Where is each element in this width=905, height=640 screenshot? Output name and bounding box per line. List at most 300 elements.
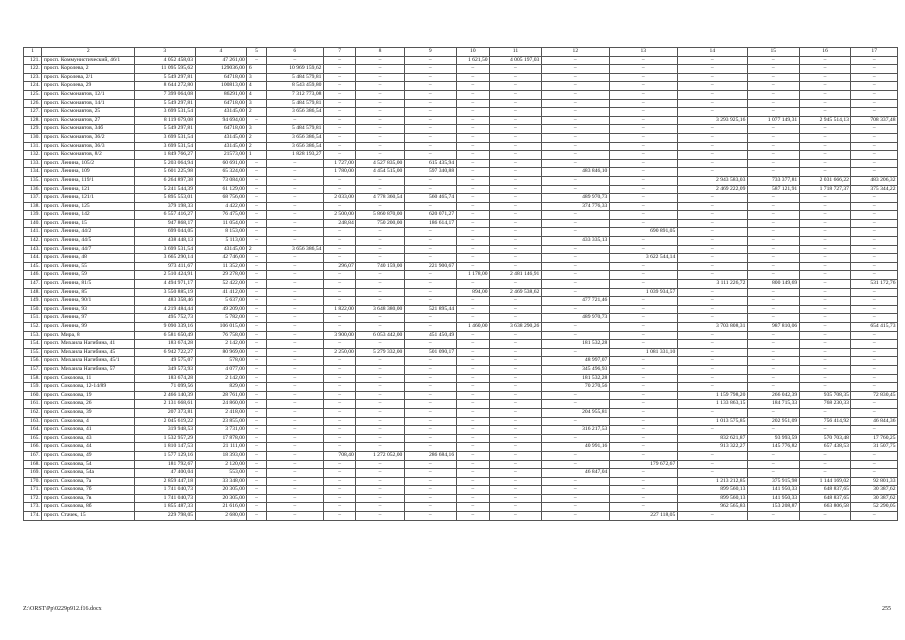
value-cell: – [247, 348, 266, 357]
row-number-cell: 126. [24, 99, 42, 108]
row-number-cell: 151. [24, 314, 42, 323]
value-cell: – [247, 159, 266, 168]
value-cell: 4 [247, 90, 266, 99]
value-cell: – [404, 280, 456, 289]
address-cell: просп. Ленина, 90/1 [42, 297, 135, 306]
value-cell: – [677, 426, 747, 435]
address-cell: просп. Ленина, 55 [42, 262, 135, 271]
value-cell: – [456, 176, 489, 185]
value-cell: – [247, 262, 266, 271]
value-cell: – [456, 400, 489, 409]
value-cell: – [247, 202, 266, 211]
value-cell: – [851, 237, 898, 246]
value-cell: – [266, 391, 323, 400]
value-cell: – [266, 365, 323, 374]
value-cell: – [747, 348, 799, 357]
value-cell: – [490, 512, 542, 521]
value-cell: – [247, 176, 266, 185]
value-cell: – [851, 159, 898, 168]
value-cell: 1 [247, 151, 266, 160]
address-cell: просп. Соколова, 19 [42, 391, 135, 400]
table-row [24, 142, 898, 151]
value-cell: – [323, 185, 355, 194]
value-cell: 1 532 957,29 [135, 434, 195, 443]
value-cell: – [541, 159, 609, 168]
value-cell: – [247, 365, 266, 374]
column-number-header: 5 [247, 48, 266, 57]
value-cell: – [541, 211, 609, 220]
value-cell: 9 090 339,16 [135, 323, 195, 332]
value-cell: – [247, 400, 266, 409]
value-cell: – [456, 348, 489, 357]
row-number-cell: 166. [24, 443, 42, 452]
value-cell: – [490, 82, 542, 91]
value-cell: – [677, 245, 747, 254]
value-cell: – [456, 331, 489, 340]
table-row [24, 271, 898, 280]
value-cell: – [799, 151, 851, 160]
value-cell: 5 549 297,81 [135, 73, 195, 82]
value-cell: – [323, 323, 355, 332]
value-cell: 153 208,87 [747, 503, 799, 512]
value-cell: – [677, 340, 747, 349]
column-number-header: 11 [490, 48, 542, 57]
value-cell: 708 337,48 [851, 116, 898, 125]
value-cell: – [747, 56, 799, 65]
value-cell: – [323, 280, 355, 289]
value-cell: – [323, 116, 355, 125]
value-cell: – [851, 365, 898, 374]
value-cell: – [490, 426, 542, 435]
value-cell: 913 322,27 [677, 443, 747, 452]
row-number-cell: 146. [24, 271, 42, 280]
value-cell: – [456, 194, 489, 203]
table-row [24, 340, 898, 349]
value-cell: – [490, 477, 542, 486]
column-number-header: 14 [677, 48, 747, 57]
value-cell: – [747, 82, 799, 91]
value-cell: – [677, 254, 747, 263]
table-row [24, 73, 898, 82]
value-cell: – [747, 237, 799, 246]
value-cell: – [323, 271, 355, 280]
address-cell: просп. Ленина, 142 [42, 211, 135, 220]
value-cell: – [541, 176, 609, 185]
value-cell: – [356, 56, 405, 65]
address-cell: просп. Космонавтов, 36/3 [42, 142, 135, 151]
value-cell: – [356, 503, 405, 512]
value-cell: – [677, 125, 747, 134]
value-cell: 5 484 579,81 [266, 73, 323, 82]
value-cell: 286 684,16 [404, 451, 456, 460]
value-cell: – [490, 383, 542, 392]
value-cell: – [356, 73, 405, 82]
value-cell: 2 142,00 [195, 340, 247, 349]
value-cell: – [799, 271, 851, 280]
value-cell: – [541, 305, 609, 314]
value-cell: – [609, 194, 677, 203]
value-cell: – [456, 486, 489, 495]
value-cell: 597 340,88 [404, 168, 456, 177]
value-cell: 615 435,94 [404, 159, 456, 168]
table-row [24, 194, 898, 203]
value-cell: – [609, 383, 677, 392]
value-cell: – [541, 460, 609, 469]
value-cell: – [747, 331, 799, 340]
value-cell: – [456, 314, 489, 323]
address-cell: просп. Космонавтов, 25 [42, 108, 135, 117]
value-cell: – [677, 151, 747, 160]
row-number-cell: 174. [24, 512, 42, 521]
value-cell: – [356, 228, 405, 237]
value-cell: – [404, 494, 456, 503]
value-cell: – [541, 391, 609, 400]
row-number-cell: 136. [24, 185, 42, 194]
value-cell: 8 644 272,80 [135, 82, 195, 91]
table-row [24, 168, 898, 177]
value-cell: – [609, 237, 677, 246]
value-cell: 6 942 722,27 [135, 348, 195, 357]
value-cell: – [677, 314, 747, 323]
value-cell: – [247, 469, 266, 478]
table-row [24, 434, 898, 443]
value-cell: – [323, 82, 355, 91]
value-cell: 5 549 297,81 [135, 99, 195, 108]
address-cell: просп. Михаила Нагибина, 45/1 [42, 357, 135, 366]
value-cell: – [747, 512, 799, 521]
value-cell: – [541, 254, 609, 263]
value-cell: 800 149,69 [747, 280, 799, 289]
value-cell: 5 113,00 [195, 237, 247, 246]
value-cell: 2 418,00 [195, 408, 247, 417]
value-cell: – [404, 271, 456, 280]
value-cell: 620 071,27 [404, 211, 456, 220]
table-row [24, 323, 898, 332]
table-row [24, 280, 898, 289]
row-number-cell: 138. [24, 202, 42, 211]
address-cell: просп. Соколова, 7в [42, 494, 135, 503]
value-cell: – [677, 357, 747, 366]
value-cell: – [247, 219, 266, 228]
value-cell: 560 465,74 [404, 194, 456, 203]
value-cell: 100813,00 [195, 82, 247, 91]
value-cell: – [323, 288, 355, 297]
value-cell: 483 206,32 [851, 176, 898, 185]
row-number-cell: 149. [24, 297, 42, 306]
value-cell: 8 543 459,80 [266, 82, 323, 91]
column-number-header: 15 [747, 48, 799, 57]
value-cell: – [323, 314, 355, 323]
value-cell: 43145,00 [195, 108, 247, 117]
value-cell: – [799, 365, 851, 374]
value-cell: – [247, 451, 266, 460]
footer-file-path: Z:\ORST\Pp\0229p912.f16.docx [23, 606, 102, 612]
address-cell: просп. Ленина, 59 [42, 271, 135, 280]
value-cell: – [356, 443, 405, 452]
row-number-cell: 168. [24, 460, 42, 469]
value-cell: 899 560,13 [677, 494, 747, 503]
value-cell: 6 264 897,38 [135, 176, 195, 185]
value-cell: – [851, 90, 898, 99]
value-cell: – [541, 185, 609, 194]
value-cell: – [356, 374, 405, 383]
value-cell: – [851, 245, 898, 254]
value-cell: – [851, 151, 898, 160]
value-cell: 64718,00 [195, 99, 247, 108]
value-cell: – [677, 108, 747, 117]
table-row [24, 305, 898, 314]
value-cell: – [799, 383, 851, 392]
value-cell: 2 481 146,91 [490, 271, 542, 280]
value-cell: 5 484 579,81 [266, 125, 323, 134]
value-cell: 202 951,09 [747, 417, 799, 426]
value-cell: – [851, 99, 898, 108]
address-cell: просп. Ленина, 119/1 [42, 176, 135, 185]
value-cell: 2 945 514,13 [799, 116, 851, 125]
value-cell: – [677, 374, 747, 383]
value-cell: 648 837,65 [799, 494, 851, 503]
value-cell: – [609, 108, 677, 117]
value-cell: – [609, 142, 677, 151]
value-cell: – [323, 65, 355, 74]
value-cell: – [266, 408, 323, 417]
value-cell: – [247, 271, 266, 280]
row-number-cell: 144. [24, 254, 42, 263]
value-cell: 5 895 553,01 [135, 194, 195, 203]
value-cell: – [747, 314, 799, 323]
value-cell: – [404, 400, 456, 409]
value-cell: – [609, 451, 677, 460]
address-cell: просп. Соколова, 12-14/89 [42, 383, 135, 392]
column-number-header: 4 [195, 48, 247, 57]
address-cell: просп. Михаила Нагибина, 41 [42, 340, 135, 349]
value-cell: – [490, 494, 542, 503]
value-cell: – [456, 90, 489, 99]
row-number-cell: 121. [24, 56, 42, 65]
value-cell: – [490, 90, 542, 99]
value-cell: – [266, 288, 323, 297]
value-cell: 1 013 575,85 [677, 417, 747, 426]
value-cell: 374 776,33 [541, 202, 609, 211]
row-number-cell: 156. [24, 357, 42, 366]
value-cell: 1 272 052,00 [356, 451, 405, 460]
value-cell: – [541, 108, 609, 117]
value-cell: – [541, 56, 609, 65]
value-cell: 451 450,49 [404, 331, 456, 340]
value-cell: – [356, 357, 405, 366]
value-cell: – [799, 323, 851, 332]
value-cell: – [323, 365, 355, 374]
address-cell: просп. Ленина, 125 [42, 202, 135, 211]
value-cell: 4 422,00 [195, 202, 247, 211]
value-cell: 1 133 863,15 [677, 400, 747, 409]
value-cell: 86291,00 [195, 90, 247, 99]
value-cell: – [266, 443, 323, 452]
value-cell: – [456, 408, 489, 417]
value-cell: 2 859 447,18 [135, 477, 195, 486]
value-cell: – [247, 194, 266, 203]
value-cell: – [541, 288, 609, 297]
value-cell: – [490, 133, 542, 142]
value-cell: – [609, 443, 677, 452]
value-cell: – [851, 383, 898, 392]
value-cell: 935 708,35 [799, 391, 851, 400]
value-cell: – [404, 417, 456, 426]
address-cell: просп. Соколова, 11 [42, 374, 135, 383]
value-cell: 345 496,93 [541, 365, 609, 374]
table-row [24, 65, 898, 74]
value-cell: – [356, 486, 405, 495]
value-cell: – [356, 245, 405, 254]
value-cell: 204 955,81 [541, 408, 609, 417]
table-row [24, 90, 898, 99]
value-cell: – [456, 219, 489, 228]
value-cell: 1 144 169,02 [799, 477, 851, 486]
row-number-cell: 145. [24, 262, 42, 271]
value-cell: – [356, 133, 405, 142]
value-cell: – [404, 116, 456, 125]
value-cell: – [356, 90, 405, 99]
value-cell: 64718,00 [195, 125, 247, 134]
value-cell: – [456, 374, 489, 383]
value-cell: – [266, 383, 323, 392]
value-cell: – [677, 202, 747, 211]
value-cell: 3 656 386,54 [266, 133, 323, 142]
value-cell: – [404, 288, 456, 297]
value-cell: 8 119 679,08 [135, 116, 195, 125]
value-cell: 2 142,00 [195, 374, 247, 383]
value-cell: – [851, 211, 898, 220]
value-cell: – [490, 194, 542, 203]
value-cell: – [247, 503, 266, 512]
value-cell: – [851, 288, 898, 297]
value-cell: – [541, 65, 609, 74]
value-cell: 31 507,75 [851, 443, 898, 452]
value-cell: – [677, 133, 747, 142]
value-cell: – [799, 245, 851, 254]
value-cell: – [851, 348, 898, 357]
value-cell: 6 581 650,49 [135, 331, 195, 340]
value-cell: – [747, 99, 799, 108]
value-cell: – [609, 477, 677, 486]
table-row [24, 202, 898, 211]
value-cell: – [490, 73, 542, 82]
value-cell: – [247, 460, 266, 469]
value-cell: – [266, 219, 323, 228]
value-cell: 181 532,28 [541, 374, 609, 383]
row-number-cell: 161. [24, 400, 42, 409]
value-cell: 41 412,00 [195, 288, 247, 297]
value-cell: – [609, 297, 677, 306]
value-cell: – [747, 90, 799, 99]
value-cell: – [356, 202, 405, 211]
value-cell: – [677, 219, 747, 228]
value-cell: – [247, 288, 266, 297]
value-cell: – [747, 297, 799, 306]
value-cell: – [609, 426, 677, 435]
value-cell: – [677, 365, 747, 374]
value-cell: – [851, 228, 898, 237]
value-cell: – [323, 151, 355, 160]
value-cell: 1 822,00 [323, 305, 355, 314]
value-cell: – [247, 323, 266, 332]
column-number-header: 2 [42, 48, 135, 57]
value-cell: 11 352,00 [195, 262, 247, 271]
table-row [24, 211, 898, 220]
value-cell: – [356, 477, 405, 486]
value-cell: 2 120,00 [195, 460, 247, 469]
value-cell: – [323, 391, 355, 400]
value-cell: – [356, 434, 405, 443]
value-cell: – [456, 305, 489, 314]
value-cell: – [266, 262, 323, 271]
value-cell: 3 699 531,54 [135, 133, 195, 142]
value-cell: – [609, 365, 677, 374]
value-cell: – [851, 357, 898, 366]
value-cell: – [323, 297, 355, 306]
value-cell: 1 741 040,73 [135, 494, 195, 503]
value-cell: – [851, 314, 898, 323]
value-cell: 129036,00 [195, 65, 247, 74]
value-cell: – [266, 314, 323, 323]
value-cell: 4 494 971,17 [135, 280, 195, 289]
value-cell: 24 860,00 [195, 400, 247, 409]
value-cell: 740 159,00 [356, 262, 405, 271]
value-cell: 296,07 [323, 262, 355, 271]
value-cell: – [404, 185, 456, 194]
row-number-cell: 160. [24, 391, 42, 400]
value-cell: 3 656 386,54 [266, 108, 323, 117]
value-cell: – [356, 142, 405, 151]
value-cell: 2 033,00 [323, 194, 355, 203]
value-cell: – [677, 331, 747, 340]
value-cell: 3 [247, 73, 266, 82]
value-cell: 5 782,00 [195, 314, 247, 323]
value-cell: 6 557 416,27 [135, 211, 195, 220]
value-cell: 2 131 668,61 [135, 400, 195, 409]
value-cell: – [456, 434, 489, 443]
value-cell: 184 715,33 [747, 400, 799, 409]
value-cell: – [456, 133, 489, 142]
value-cell: 4 077,00 [195, 365, 247, 374]
row-number-cell: 125. [24, 90, 42, 99]
value-cell: 2 500,00 [323, 211, 355, 220]
table-header-row [24, 48, 898, 57]
value-cell: – [456, 202, 489, 211]
row-number-cell: 139. [24, 211, 42, 220]
value-cell: 587 121,91 [747, 185, 799, 194]
row-number-cell: 173. [24, 503, 42, 512]
value-cell: 483 358,46 [135, 297, 195, 306]
value-cell: – [541, 219, 609, 228]
value-cell: – [356, 460, 405, 469]
value-cell: – [747, 168, 799, 177]
address-cell: просп. Соколова, 39 [42, 408, 135, 417]
value-cell: – [747, 460, 799, 469]
value-cell: – [747, 108, 799, 117]
value-cell: – [609, 116, 677, 125]
value-cell: – [356, 383, 405, 392]
value-cell: – [677, 228, 747, 237]
address-cell: просп. Королева, 2 [42, 65, 135, 74]
value-cell: – [609, 56, 677, 65]
value-cell: 42 746,00 [195, 254, 247, 263]
value-cell: – [541, 99, 609, 108]
value-cell: 60 691,00 [195, 159, 247, 168]
address-cell: просп. Ленина, 105/2 [42, 159, 135, 168]
row-number-cell: 164. [24, 426, 42, 435]
table-row [24, 348, 898, 357]
